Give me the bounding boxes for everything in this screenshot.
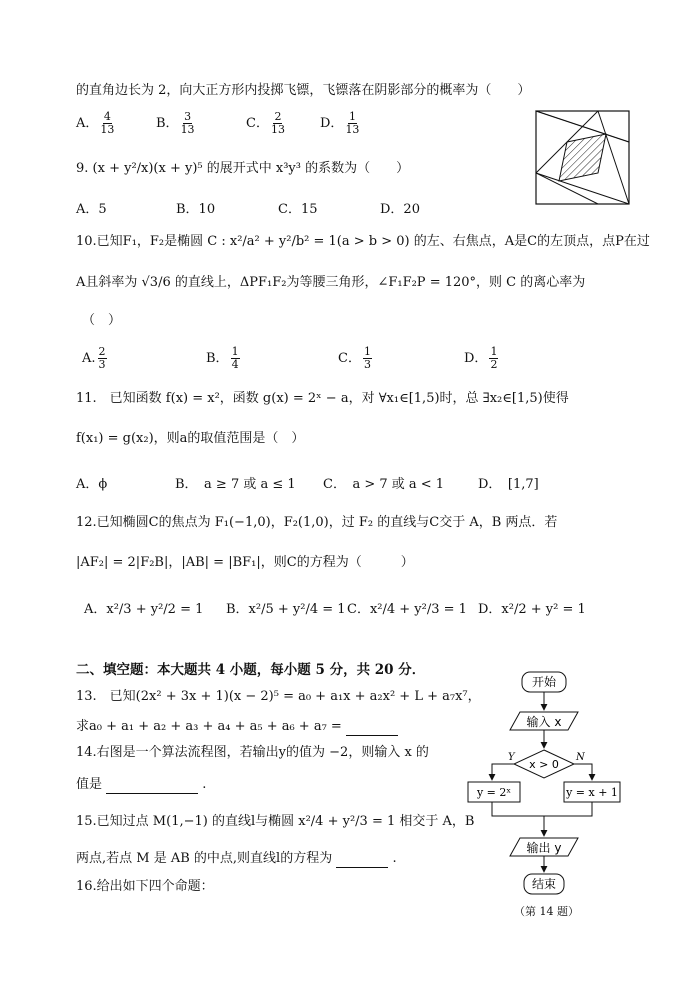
q14-line-2: 值是 . xyxy=(76,777,207,792)
q11-option-b: B． a ≥ 7 或 a ≤ 1 xyxy=(175,477,296,492)
fraction-numerator: 1 xyxy=(231,345,239,358)
fraction-numerator: 1 xyxy=(348,110,356,123)
flow-start-text: 开始 xyxy=(531,675,557,689)
fraction-denominator: 13 xyxy=(180,123,195,136)
q10-option-fraction xyxy=(489,346,498,371)
q9-option-b: B．10 xyxy=(176,202,216,217)
fraction-numerator: 4 xyxy=(103,110,111,123)
q8-option-fraction xyxy=(345,111,359,136)
q10-option-b xyxy=(206,346,242,371)
q15-answer-blank[interactable] xyxy=(336,867,388,868)
q11-option-a: A．ϕ xyxy=(76,477,108,492)
flow-right-text: y = x + 1 xyxy=(566,786,618,799)
q15-line-1: 15.已知过点 M(1,−1) 的直线l与椭圆 x²/4 + y²/3 = 1 相交于 A，B xyxy=(76,814,475,829)
q10-option-d xyxy=(464,346,500,371)
q8-option-label: D． xyxy=(320,116,344,131)
q12-option-c: C．x²/4 + y²/3 = 1 xyxy=(347,602,467,617)
flow-yes-label: Y xyxy=(508,752,515,763)
q10-option-fraction xyxy=(98,346,107,371)
q8-stem: 的直角边长为 2，向大正方形内投掷飞镖，飞镖落在阴影部分的概率为（ ） xyxy=(76,83,531,98)
fraction-denominator: 3 xyxy=(98,358,106,371)
q8-option-b xyxy=(156,111,197,136)
q10-option-label: B． xyxy=(206,351,229,366)
q11-option-c: C． a > 7 或 a < 1 xyxy=(323,477,445,492)
fraction-numerator: 1 xyxy=(363,345,371,358)
q12-line-1: 12.已知椭圆C的焦点为 F₁(−1,0)，F₂(1,0)，过 F₂ 的直线与C交于 A，B 两点．若 xyxy=(76,515,558,530)
q8-option-label: A． xyxy=(76,116,99,131)
fraction-denominator: 13 xyxy=(270,123,285,136)
q14-flowchart xyxy=(464,668,634,903)
q10-option-c xyxy=(338,346,374,371)
flow-decision-text: x > 0 xyxy=(529,758,559,771)
q14-line-1: 14.右图是一个算法流程图，若输出y的值为 −2，则输入 x 的 xyxy=(76,745,429,760)
q13-line-2 xyxy=(76,718,398,736)
fraction-numerator: 2 xyxy=(274,110,282,123)
q12-option-d: D．x²/2 + y² = 1 xyxy=(478,602,586,617)
q8-option-fraction xyxy=(100,111,114,136)
q10-option-label: D． xyxy=(464,351,488,366)
flowchart-caption: （第 14 题） xyxy=(514,905,579,918)
q9-option-c: C．15 xyxy=(278,202,318,217)
q16-line-1: 16.给出如下四个命题： xyxy=(76,879,214,894)
q15-line-2-text: 两点,若点 M 是 AB 的中点,则直线l的方程为 xyxy=(76,851,333,866)
q12-option-b: B．x²/5 + y²/4 = 1 xyxy=(226,602,346,617)
q10-option-fraction xyxy=(231,346,240,371)
q12-line-2: |AF₂| = 2|F₂B|，|AB| = |BF₁|，则C的方程为（ ） xyxy=(76,555,414,570)
q11-line-1: 11. 已知函数 f(x) = x²，函数 g(x) = 2ˣ − a，对 ∀x₁∈[1,5)时，总 ∃x₂∈[1,5)使得 xyxy=(76,391,569,406)
fraction-numerator: 3 xyxy=(184,110,192,123)
q9-stem: 9. (x + y²/x)(x + y)⁵ 的展开式中 x³y³ 的系数为（ ） xyxy=(76,161,410,176)
section-2-heading: 二、填空题：本大题共 4 小题，每小题 5 分，共 20 分． xyxy=(76,662,426,678)
q10-option-a xyxy=(82,346,109,371)
q10-line-2: A且斜率为 √3/6 的直线上，ΔPF₁F₂为等腰三角形，∠F₁F₂P = 120°，则 C 的离心率为 xyxy=(76,275,586,290)
q8-option-fraction xyxy=(271,111,285,136)
fraction-denominator: 13 xyxy=(100,123,115,136)
fraction-numerator: 2 xyxy=(98,345,106,358)
q10-line-1: 10.已知F₁，F₂是椭圆 C : x²/a² + y²/b² = 1(a > b > 0) 的左、右焦点，A是C的左顶点，点P在过 xyxy=(76,234,650,249)
fraction-numerator: 1 xyxy=(490,345,498,358)
q11-line-2: f(x₁) = g(x₂)，则a的取值范围是（ ） xyxy=(76,431,305,446)
q8-option-fraction xyxy=(181,111,195,136)
q14-answer-blank[interactable] xyxy=(106,793,198,794)
q10-option-label: A. xyxy=(82,351,96,366)
q8-option-d xyxy=(320,111,361,136)
fraction-denominator: 4 xyxy=(231,358,239,371)
q8-option-label: C． xyxy=(246,116,269,131)
q15-line-2: 两点,若点 M 是 AB 的中点,则直线l的方程为 . xyxy=(76,851,397,866)
q10-line-3: （ ） xyxy=(82,313,122,328)
q10-option-label: C． xyxy=(338,351,361,366)
q8-figure xyxy=(535,110,630,205)
flow-end-text: 结束 xyxy=(531,877,557,891)
q9-option-a: A．5 xyxy=(76,202,107,217)
fraction-denominator: 2 xyxy=(490,358,498,371)
flow-output-text: 输出 y xyxy=(526,841,562,855)
flow-left-text: y = 2ˣ xyxy=(476,786,512,799)
flow-no-label: N xyxy=(576,752,585,763)
flow-input-text: 输入 x xyxy=(526,715,562,729)
q14-line-2-text: 值是 xyxy=(76,777,103,792)
q9-option-d: D．20 xyxy=(380,202,420,217)
q13-answer-blank[interactable] xyxy=(346,735,398,736)
q12-option-a: A．x²/3 + y²/2 = 1 xyxy=(84,602,204,617)
q8-option-a xyxy=(76,111,116,136)
q11-option-d: D． [1,7] xyxy=(478,477,539,492)
q13-line-2-text: 求a₀ + a₁ + a₂ + a₃ + a₄ + a₅ + a₆ + a₇ = xyxy=(76,719,342,734)
q13-line-1: 13. 已知(2x² + 3x + 1)(x − 2)⁵ = a₀ + a₁x + a₂x² + L + a₇x⁷， xyxy=(76,689,481,704)
q10-option-fraction xyxy=(363,346,372,371)
q8-option-c xyxy=(246,111,287,136)
q8-option-label: B． xyxy=(156,116,179,131)
fraction-denominator: 13 xyxy=(345,123,360,136)
fraction-denominator: 3 xyxy=(363,358,371,371)
